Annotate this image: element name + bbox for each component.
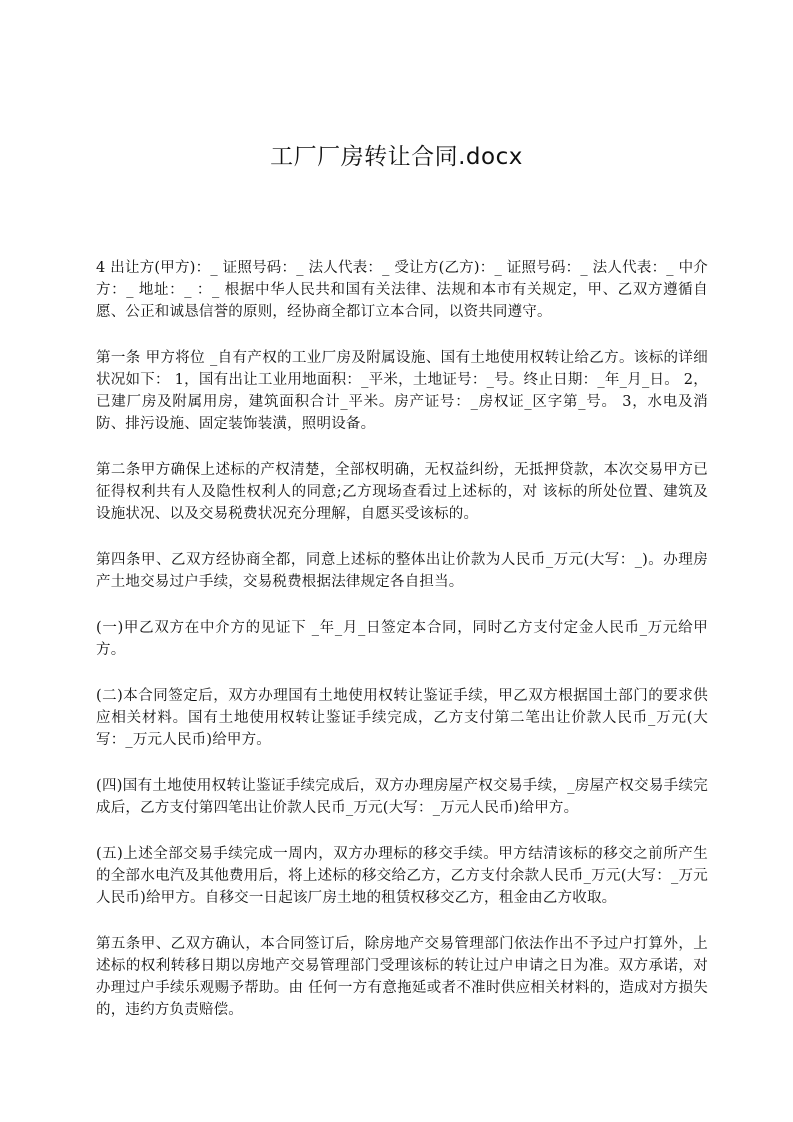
paragraph-article-2: 第二条甲方确保上述标的产权清楚，全部权明确，无权益纠纷，无抵押贷款，本次交易甲方已征得权利共有人及隐性权利人的同意;乙方现场查看过上述标的，对 该标的所处位置、建筑及设施状况、以及交易税费状况充分理解，自愿买受该标的。 [96, 462, 708, 522]
paragraph-clause-1: (一)甲乙双方在中介方的见证下 _年_月_日签定本合同，同时乙方支付定金人民币_万元给甲方。 [96, 620, 708, 658]
paragraph-clause-4: (四)国有土地使用权转让鉴证手续完成后，双方办理房屋产权交易手续，_房屋产权交易手续完成后，乙方支付第四笔出让价款人民币_万元(大写：_万元人民币)给甲方。 [96, 778, 708, 816]
paragraph-article-4: 第四条甲、乙双方经协商全都，同意上述标的整体出让价款为人民币_万元(大写：_)。办理房产土地交易过户手续，交易税费根据法律规定各自担当。 [96, 552, 708, 590]
paragraph-article-5: 第五条甲、乙双方确认，本合同签订后，除房地产交易管理部门依法作出不予过户打算外，上述标的权利转移日期以房地产交易管理部门受理该标的转让过户申请之日为准。双方承诺，对 办理过户手续乐观赐予帮助。由 任何一方有意拖延或者不准时供应相关材料的，造成对方损失的，违约方负责赔偿。 [96, 936, 708, 1018]
document-title: 工厂厂房转让合同.docx [270, 144, 523, 170]
paragraph-clause-2: (二)本合同签定后，双方办理国有土地使用权转让鉴证手续，甲乙双方根据国土部门的要求供应相关材料。国有土地使用权转让鉴证手续完成，乙方支付第二笔出让价款人民币_万元(大写：_万元人民币)给甲方。 [96, 688, 708, 748]
paragraph-clause-5: (五)上述全部交易手续完成一周内，双方办理标的移交手续。甲方结清该标的移交之前所产生的全部水电汽及其他费用后，将上述标的移交给乙方，乙方支付余款人民币_万元(大写：_万元人民币)给甲方。自移交一日起该厂房土地的租赁权移交乙方，租金由乙方收取。 [96, 846, 708, 906]
paragraph-article-1: 第一条 甲方将位 _自有产权的工业厂房及附属设施、国有土地使用权转让给乙方。该标的详细状况如下： 1，国有出让工业用地面积：_平米，土地证号：_号。终止日期：_年_月_日。 2，已建厂房及附属用房，建筑面积合计_平米。房产证号：_房权证_区字第_号。 3，水电及消防、排污设施、固定装饰装潢，照明设备。 [96, 350, 708, 432]
paragraph-parties: 4 出让方(甲方)：_ 证照号码：_ 法人代表：_ 受让方(乙方)：_ 证照号码：_ 法人代表：_ 中介方：_ 地址：_ ：_ 根据中华人民共和国有关法律、法规和本市有关规定，甲、乙双方遵循自愿、公正和诚恳信誉的原则，经协商全都订立本合同，以资共同遵守。 [96, 260, 708, 320]
document-body [96, 257, 708, 1045]
